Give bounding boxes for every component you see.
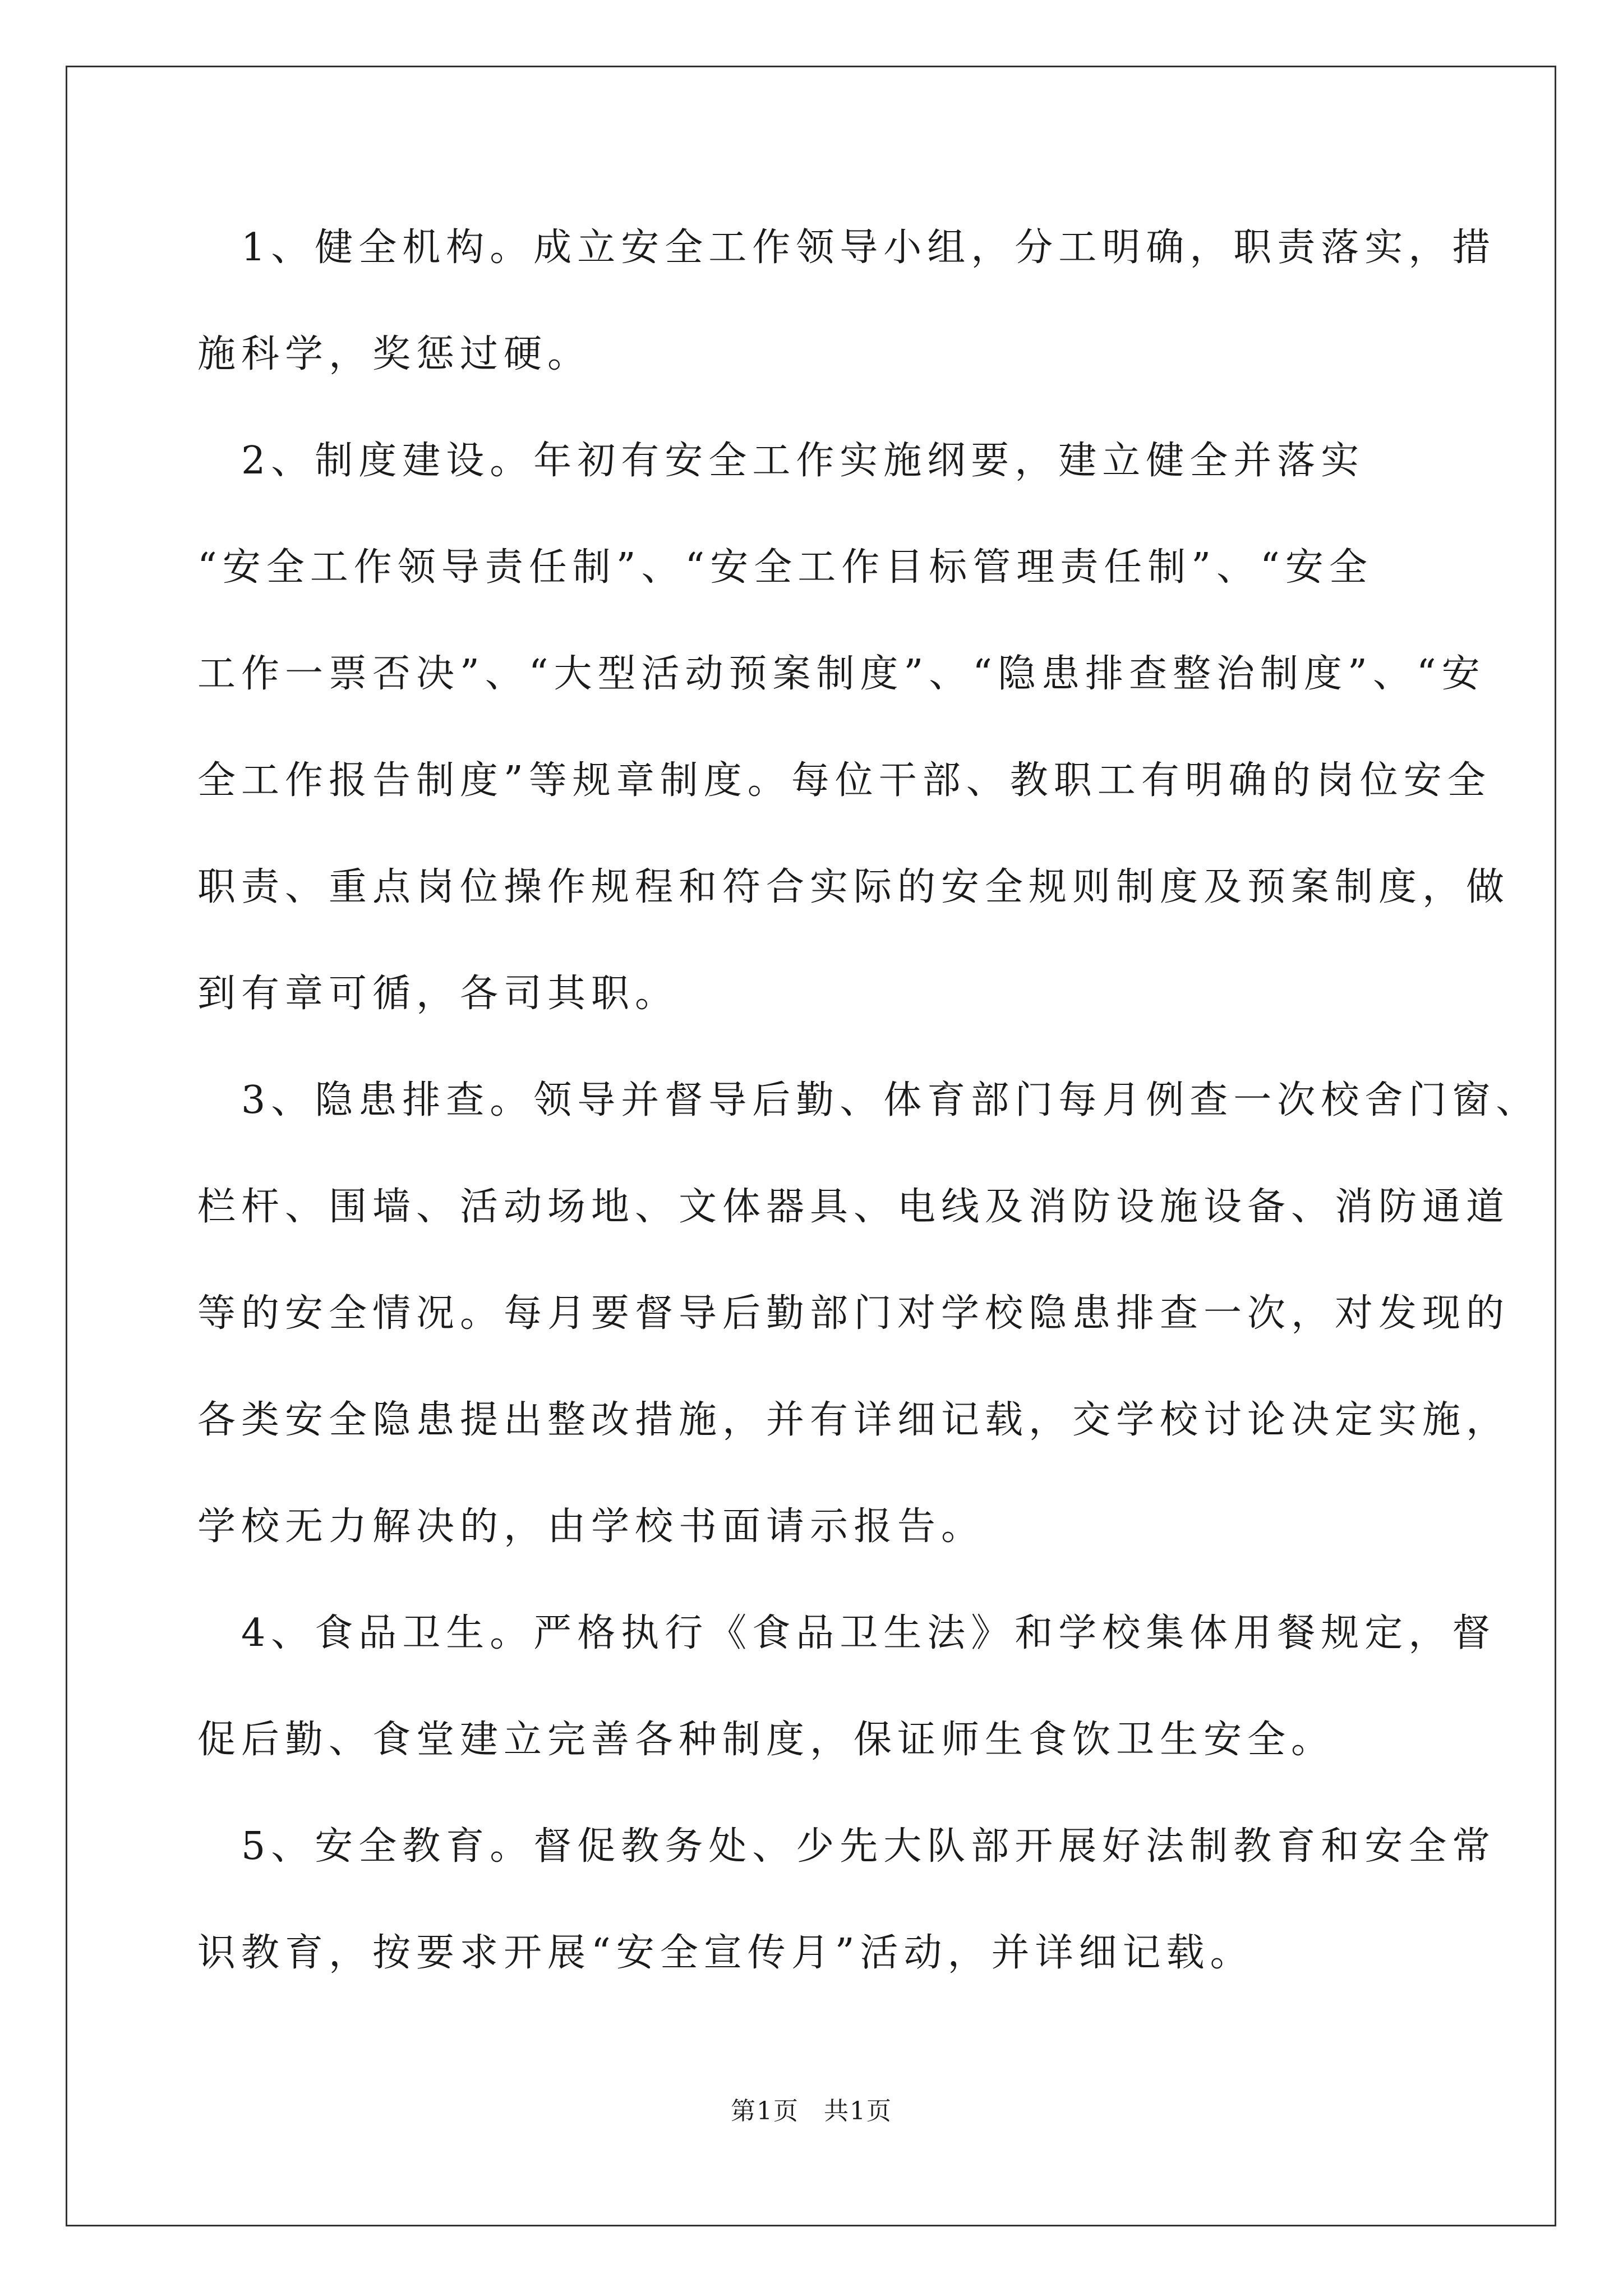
page-total: 共1页 [824,2097,892,2125]
paragraph-3-line-3: 等的安全情况。每月要督导后勤部门对学校隐患排查一次，对发现的 [197,1291,1510,1336]
page-border [66,66,1556,2226]
paragraph-5-line-1: 5、安全教育。督促教务处、少先大队部开展好法制教育和安全常 [197,1824,1496,1869]
paragraph-2-line-2: “安全工作领导责任制”、“安全工作目标管理责任制”、“安全 [197,545,1373,590]
paragraph-3-line-1: 3、隐患排查。领导并督导后勤、体育部门每月例查一次校舍门窗、 [197,1078,1540,1122]
paragraph-4-line-2: 促后勤、食堂建立完善各种制度，保证师生食饮卫生安全。 [197,1718,1335,1762]
paragraph-4-line-1: 4、食品卫生。严格执行《食品卫生法》和学校集体用餐规定，督 [197,1611,1496,1655]
page-footer [0,2091,1623,2127]
paragraph-3-line-5: 学校无力解决的，由学校书面请示报告。 [197,1504,985,1549]
paragraph-3-line-4: 各类安全隐患提出整改措施，并有详细记载，交学校讨论决定实施， [197,1398,1510,1442]
paragraph-2-line-5: 职责、重点岗位操作规程和符合实际的安全规则制度及预案制度，做 [197,865,1510,909]
paragraph-1-line-2: 施科学，奖惩过硬。 [197,332,592,376]
page-number: 第1页 [731,2097,799,2125]
paragraph-2-line-4: 全工作报告制度”等规章制度。每位干部、教职工有明确的岗位安全 [197,758,1491,803]
paragraph-5-line-2: 识教育，按要求开展“安全宣传月”活动，并详细记载。 [197,1931,1254,1975]
paragraph-2-line-3: 工作一票否决”、“大型活动预案制度”、“隐患排查整治制度”、“安 [197,652,1486,696]
paragraph-2-line-1: 2、制度建设。年初有安全工作实施纲要，建立健全并落实 [197,439,1365,483]
paragraph-3-line-2: 栏杆、围墙、活动场地、文体器具、电线及消防设施设备、消防通道 [197,1185,1510,1229]
paragraph-2-line-6: 到有章可循，各司其职。 [197,972,679,1016]
paragraph-1-line-1: 1、健全机构。成立安全工作领导小组，分工明确，职责落实，措 [197,226,1496,270]
